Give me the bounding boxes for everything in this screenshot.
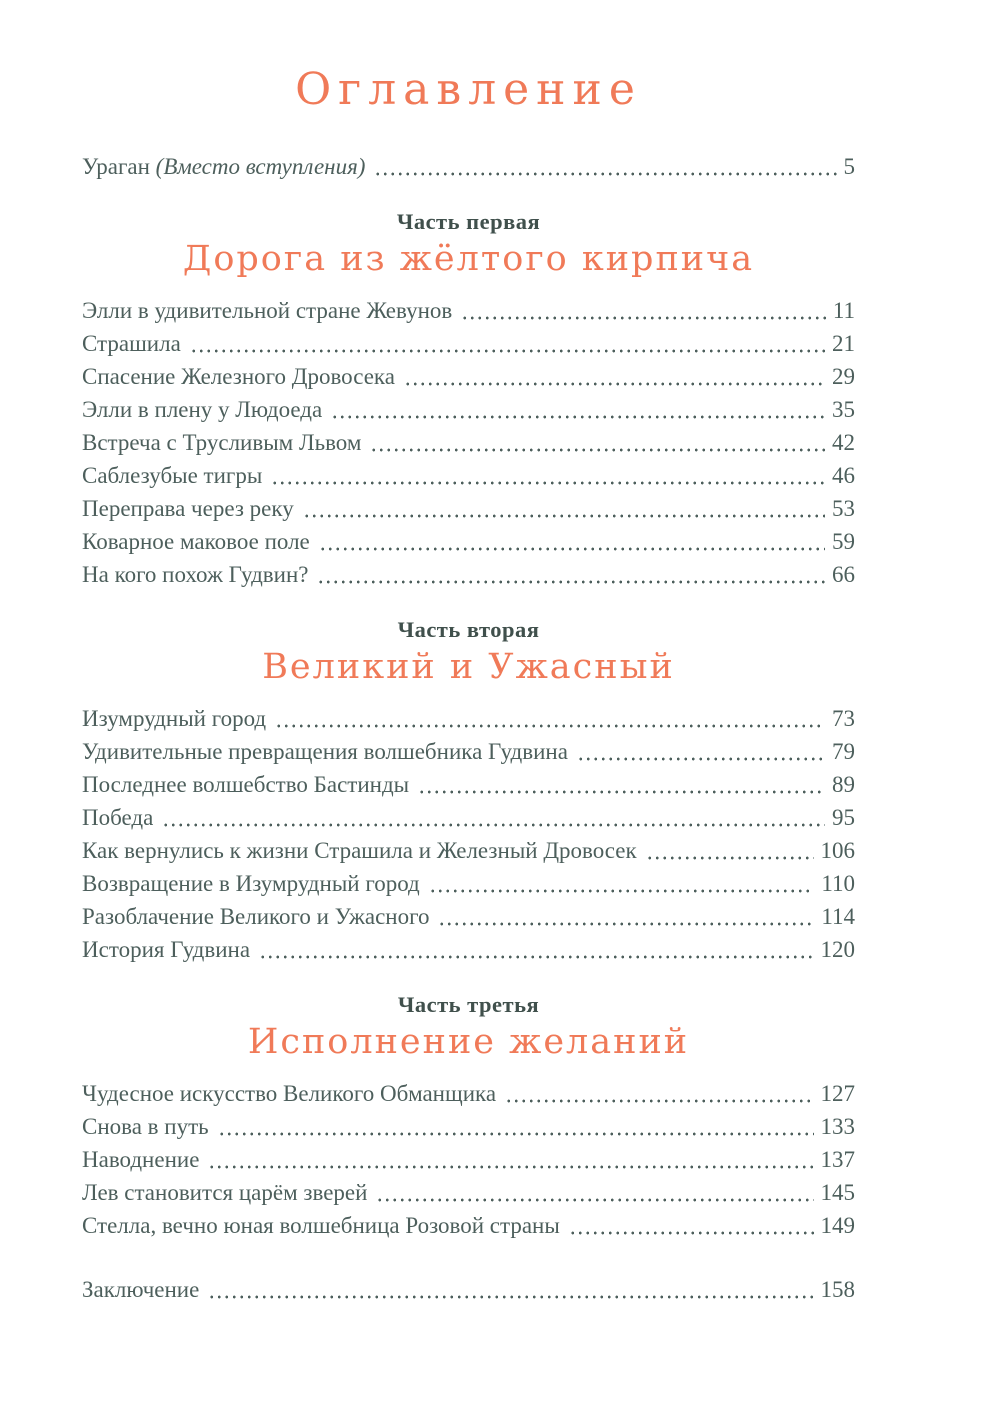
- entry-title: Коварное маковое поле: [82, 528, 310, 554]
- toc-entry: [82, 900, 855, 933]
- toc-entry: [82, 459, 855, 492]
- entry-title: Возвращение в Изумрудный город: [82, 870, 420, 896]
- entry-title: Переправа через реку: [82, 495, 294, 521]
- toc-entry: [82, 768, 855, 801]
- entry-page-number: 21: [832, 330, 855, 356]
- entry-page-number: 59: [832, 528, 855, 554]
- entry-title: Элли в плену у Людоеда: [82, 396, 323, 422]
- toc-entry: [82, 1143, 855, 1176]
- entry-title: Элли в удивительной стране Жевунов: [82, 297, 453, 323]
- entry-page-number: 158: [820, 1276, 855, 1302]
- dot-leader: [646, 834, 814, 867]
- entry-title: Как вернулись к жизни Страшила и Железный Дровосек: [82, 837, 637, 863]
- entry-title-main: Ураган: [82, 154, 150, 179]
- toc-entry: [82, 393, 855, 426]
- entry-page-number: 127: [820, 1080, 855, 1106]
- entry-title: Последнее волшебство Бастинды: [82, 771, 410, 797]
- toc-entry: [82, 1077, 855, 1110]
- dot-leader: [208, 1143, 813, 1176]
- entry-page-number: 114: [821, 903, 855, 929]
- entry-page-number: 145: [820, 1179, 855, 1205]
- entry-page-number: 46: [832, 462, 855, 488]
- toc-entry-conclusion: [82, 1273, 855, 1306]
- dot-leader: [162, 801, 825, 834]
- dot-leader: [577, 735, 825, 768]
- toc-entry: [82, 1110, 855, 1143]
- dot-leader: [505, 1077, 813, 1110]
- dot-leader: [271, 459, 825, 492]
- part-title: Дорога из жёлтого кирпича: [182, 238, 755, 279]
- dot-leader: [303, 492, 825, 525]
- dot-leader: [331, 393, 825, 426]
- dot-leader: [569, 1209, 814, 1242]
- toc-entry: [82, 360, 855, 393]
- entry-title: Изумрудный город: [82, 705, 267, 731]
- dot-leader: [190, 327, 825, 360]
- toc-entry: [82, 834, 855, 867]
- dot-leader: [374, 150, 836, 183]
- entry-title: Встреча с Трусливым Львом: [82, 429, 362, 455]
- entry-page-number: 120: [820, 936, 855, 962]
- entry-page-number: 89: [832, 771, 855, 797]
- entry-page-number: 95: [832, 804, 855, 830]
- dot-leader: [275, 702, 825, 735]
- toc-entry: [82, 525, 855, 558]
- toc-part-section: [82, 209, 855, 591]
- toc-entry-intro: [82, 150, 855, 183]
- entry-title: Саблезубые тигры: [82, 462, 263, 488]
- toc-entry: [82, 801, 855, 834]
- dot-leader: [208, 1273, 813, 1306]
- dot-leader: [429, 867, 815, 900]
- part-label: Часть вторая: [397, 616, 540, 642]
- dot-leader: [370, 426, 825, 459]
- toc-entry: [82, 558, 855, 591]
- entry-page-number: 73: [832, 705, 855, 731]
- dot-leader: [438, 900, 814, 933]
- entry-page-number: 79: [832, 738, 855, 764]
- entry-title: Страшила: [82, 330, 181, 356]
- part-label: Часть третья: [397, 991, 540, 1017]
- dot-leader: [404, 360, 825, 393]
- entry-title: Заключение: [82, 1276, 200, 1302]
- entry-title: Лев становится царём зверей: [82, 1179, 368, 1205]
- dot-leader: [317, 558, 825, 591]
- entry-page-number: 35: [832, 396, 855, 422]
- entry-title: Удивительные превращения волшебника Гудвина: [82, 738, 568, 764]
- toc-entry: [82, 327, 855, 360]
- toc-entry: [82, 702, 855, 735]
- entry-page-number: 137: [820, 1146, 855, 1172]
- entry-title-note: (Вместо вступления): [155, 154, 366, 179]
- entry-title: Чудесное искусство Великого Обманщика: [82, 1080, 497, 1106]
- part-label: Часть первая: [396, 209, 541, 234]
- entry-page-number: 133: [820, 1113, 855, 1139]
- entry-page-number: 110: [821, 870, 855, 896]
- entry-title: Снова в путь: [82, 1113, 209, 1139]
- toc-entry: [82, 426, 855, 459]
- entry-page-number: 53: [832, 495, 855, 521]
- entry-title: Стелла, вечно юная волшебница Розовой страны: [82, 1212, 560, 1238]
- dot-leader: [259, 933, 813, 966]
- entry-page-number: 149: [820, 1212, 855, 1238]
- entry-page-number: 66: [832, 561, 855, 587]
- entry-title: Разоблачение Великого и Ужасного: [82, 903, 430, 929]
- toc-entry: [82, 492, 855, 525]
- entry-page-number: 42: [832, 429, 855, 455]
- toc-entry: [82, 867, 855, 900]
- entry-page-number: 29: [832, 363, 855, 389]
- toc-part-section: [82, 617, 855, 966]
- toc-parts: [82, 209, 855, 1242]
- part-title: Исполнение желаний: [247, 1021, 690, 1062]
- entry-page-number: 5: [843, 154, 855, 179]
- toc-part-section: [82, 992, 855, 1242]
- entry-title: Спасение Железного Дровосека: [82, 363, 395, 389]
- entry-title: История Гудвина: [82, 936, 251, 962]
- dot-leader: [461, 294, 826, 327]
- dot-leader: [418, 768, 825, 801]
- page-title: Оглавление: [295, 64, 642, 115]
- toc-entry: [82, 294, 855, 327]
- dot-leader: [376, 1176, 813, 1209]
- toc-entry: [82, 1176, 855, 1209]
- toc-entry: [82, 1209, 855, 1242]
- entry-title: Победа: [82, 804, 154, 830]
- part-entries: [82, 294, 855, 591]
- dot-leader: [319, 525, 825, 558]
- entry-page-number: 11: [832, 297, 855, 323]
- toc-entry: [82, 933, 855, 966]
- part-entries: [82, 702, 855, 966]
- dot-leader: [218, 1110, 814, 1143]
- part-entries: [82, 1077, 855, 1242]
- toc-entry: [82, 735, 855, 768]
- entry-title: На кого похож Гудвин?: [82, 561, 309, 587]
- part-title: Великий и Ужасный: [262, 646, 675, 687]
- entry-page-number: 106: [820, 837, 855, 863]
- entry-title: [82, 150, 365, 183]
- entry-title: Наводнение: [82, 1146, 200, 1172]
